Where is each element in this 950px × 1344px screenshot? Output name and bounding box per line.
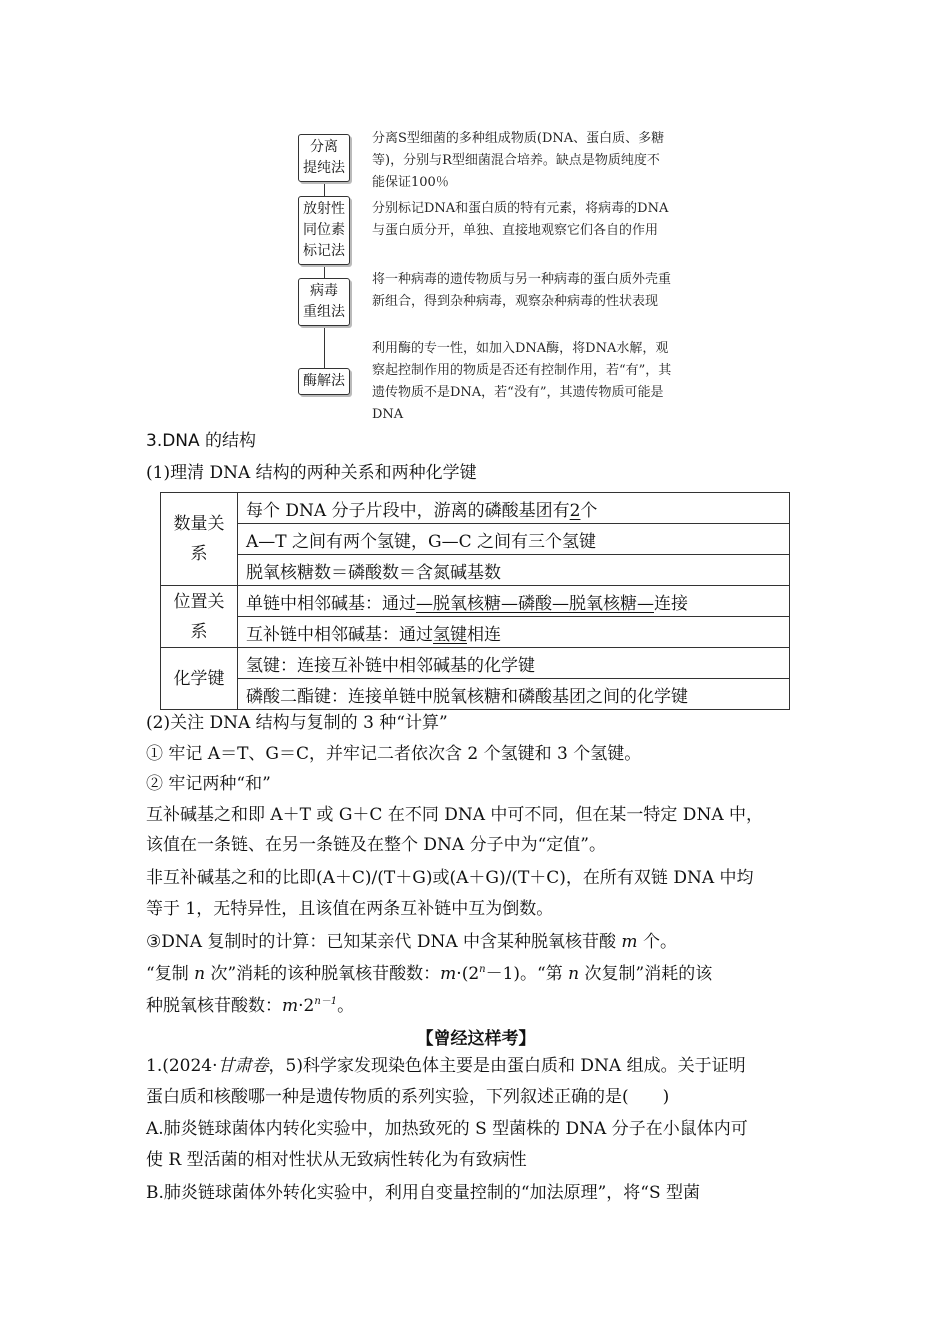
method-desc: 利用酶的专一性，如加入DNA酶，将DNA水解，观察起控制作用的物质是否还有控制作用，若“有”，其遗传物质不是DNA，若“没有”，其遗传物质可能是DNA [372,341,672,422]
underlined-answer: —脱氧核糖—磷酸—脱氧核糖— [416,593,654,614]
table-cell: A—T 之间有两个氢键，G—C 之间有三个氢键 [238,524,790,555]
option-b: B.肺炎链球菌体外转化实验中，利用自变量控制的“加法原理”，将“S 型菌 [146,1183,701,1203]
method-desc: 分离S型细菌的多种组成物质(DNA、蛋白质、多糖等)，分别与R型细菌混合培养。缺点是物质纯度不能保证100％ [372,131,665,190]
dna-structure-table [160,492,790,710]
method-box [298,196,350,265]
method-box [298,134,350,182]
table-row [161,679,790,710]
table-row [161,586,790,617]
method-label: 分离 提纯法 [303,139,345,176]
table-cell: 脱氧核糖数＝磷酸数＝含氮碱基数 [238,555,790,586]
method-box [298,278,350,326]
method-label: 放射性 同位素 标记法 [303,201,345,259]
underlined-answer: 2 [569,500,581,521]
table-row [161,524,790,555]
paragraph: 非互补碱基之和的比即(A＋C)/(T＋G)或(A＋G)/(T＋C)，在所有双链 DNA 中均 [146,868,754,888]
paragraph: “复制 n 次”消耗的该种脱氧核苷酸数：$m\cdot(2^n-1)$。“第 n 次复制”消耗的该 [146,964,713,984]
section-title: 3.DNA 的结构 [146,431,257,451]
paragraph: ① 牢记 A＝T、G＝C，并牢记二者依次含 2 个氢键和 3 个氢键。 [146,744,642,764]
underlined-answer: 氢键 [433,624,467,645]
method-label: 酶解法 [303,373,345,389]
method-desc: 将一种病毒的遗传物质与另一种病毒的蛋白质外壳重新组合，得到杂种病毒，观察杂种病毒的性状表现 [372,272,672,309]
option-a: 使 R 型活菌的相对性状从无致病性转化为有致病性 [146,1150,527,1170]
table-cell: 单链中相邻碱基：通过—脱氧核糖—磷酸—脱氧核糖—连接 [238,586,790,617]
table-row [161,555,790,586]
table-cell: 互补链中相邻碱基：通过氢键相连 [238,617,790,648]
table-cell: 每个 DNA 分子片段中，游离的磷酸基团有2个 [238,493,790,524]
method-box [298,368,350,395]
category-cell: 位置关系 [161,586,238,648]
table-row [161,493,790,524]
paragraph: 等于 1，无特异性，且该值在两条互补链中互为倒数。 [146,899,554,919]
question-source: 甘肃卷 [217,1056,269,1076]
option-a: A.肺炎链球菌体内转化实验中，加热致死的 S 型菌株的 DNA 分子在小鼠体内可 [146,1119,748,1139]
exam-heading: 【曾经这样考】 [416,1029,536,1049]
paragraph: 该值在一条链、在另一条链及在整个 DNA 分子中为“定值”。 [146,835,606,855]
table-cell: 氢键：连接互补链中相邻碱基的化学键 [238,648,790,679]
connector-line [324,324,325,368]
question-text: 1.(2024·甘肃卷，5)科学家发现染色体主要是由蛋白质和 DNA 组成。关于证明 [146,1056,746,1076]
paragraph: ② 牢记两种“和” [146,774,271,794]
subsection-title: (1)理清 DNA 结构的两种关系和两种化学键 [146,463,477,483]
paragraph: ③DNA 复制时的计算：已知某亲代 DNA 中含某种脱氧核苷酸 m 个。 [146,932,677,952]
method-desc: 分别标记DNA和蛋白质的特有元素，将病毒的DNA与蛋白质分开，单独、直接地观察它们各自的作用 [372,201,669,238]
paragraph: 种脱氧核苷酸数：$m\cdot 2^{n-1}$。 [146,996,355,1016]
table-row [161,617,790,648]
paragraph: 互补碱基之和即 A＋T 或 G＋C 在不同 DNA 中可不同，但在某一特定 DNA 中， [146,805,763,825]
table-row [161,648,790,679]
question-text: 蛋白质和核酸哪一种是遗传物质的系列实验，下列叙述正确的是( ) [146,1087,670,1107]
category-cell: 化学键 [161,648,238,710]
method-label: 病毒 重组法 [303,283,345,320]
subsection-title: (2)关注 DNA 结构与复制的 3 种“计算” [146,713,448,733]
table-cell: 磷酸二酯键：连接单链中脱氧核糖和磷酸基团之间的化学键 [238,679,790,710]
category-cell: 数量关系 [161,493,238,586]
